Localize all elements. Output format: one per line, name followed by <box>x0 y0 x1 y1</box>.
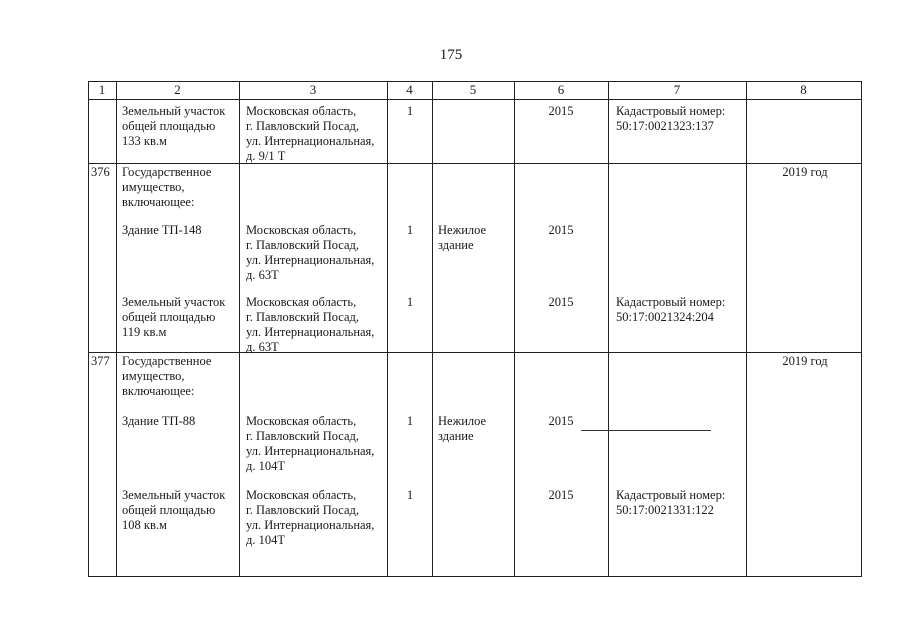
property-group-title: Государственное имущество, включающее: <box>122 354 212 398</box>
object-cadastral-note: Кадастровый номер: 50:17:0021324:204 <box>616 295 726 324</box>
object-cadastral-note: Кадастровый номер: 50:17:0021323:137 <box>616 104 726 133</box>
column-border <box>432 81 433 577</box>
object-quantity: 1 <box>406 104 414 118</box>
object-type: Нежилое здание <box>438 414 487 443</box>
object-year: 2015 <box>548 223 574 237</box>
sale-year: 2019 год <box>782 354 828 368</box>
object-cadastral-note: Кадастровый номер: 50:17:0021331:122 <box>616 488 726 517</box>
column-header: 3 <box>309 82 317 97</box>
column-header: 5 <box>469 82 477 97</box>
object-name: Земельный участок общей площадью 108 кв.м <box>122 488 226 532</box>
object-year: 2015 <box>548 104 574 118</box>
object-name: Здание ТП-88 <box>122 414 196 428</box>
column-header: 4 <box>406 82 413 97</box>
object-name: Земельный участок общей площадью 119 кв.м <box>122 295 226 339</box>
pen-mark <box>581 430 711 431</box>
row-number: 377 <box>91 354 110 368</box>
column-header: 7 <box>673 82 681 97</box>
object-address: Московская область, г. Павловский Посад, ул. Интернациональная, д. 104Т <box>246 488 375 547</box>
object-quantity: 1 <box>406 488 414 502</box>
object-address: Московская область, г. Павловский Посад, ул. Интернациональная, д. 104Т <box>246 414 375 473</box>
object-quantity: 1 <box>406 295 414 309</box>
object-quantity: 1 <box>406 223 414 237</box>
column-header: 8 <box>800 82 807 97</box>
object-year: 2015 <box>548 295 574 309</box>
object-address: Московская область, г. Павловский Посад, ул. Интернациональная, д. 9/1 Т <box>246 104 375 163</box>
object-address: Московская область, г. Павловский Посад, ул. Интернациональная, д. 63Т <box>246 295 375 354</box>
object-year: 2015 <box>548 414 574 428</box>
sale-year: 2019 год <box>782 165 828 179</box>
column-header: 6 <box>557 82 565 97</box>
column-border <box>116 81 117 577</box>
column-border <box>608 81 609 577</box>
property-table <box>88 81 862 577</box>
object-name: Земельный участок общей площадью 133 кв.м <box>122 104 226 148</box>
column-border <box>239 81 240 577</box>
column-header: 1 <box>98 82 106 97</box>
object-name: Здание ТП-148 <box>122 223 202 237</box>
row-number: 376 <box>91 165 110 179</box>
object-address: Московская область, г. Павловский Посад, ул. Интернациональная, д. 63Т <box>246 223 375 282</box>
column-border <box>88 81 89 577</box>
column-border <box>861 81 862 577</box>
column-header: 2 <box>174 82 181 97</box>
object-year: 2015 <box>548 488 574 502</box>
object-quantity: 1 <box>406 414 414 428</box>
object-type: Нежилое здание <box>438 223 487 252</box>
page-number: 175 <box>439 47 463 63</box>
property-group-title: Государственное имущество, включающее: <box>122 165 212 209</box>
